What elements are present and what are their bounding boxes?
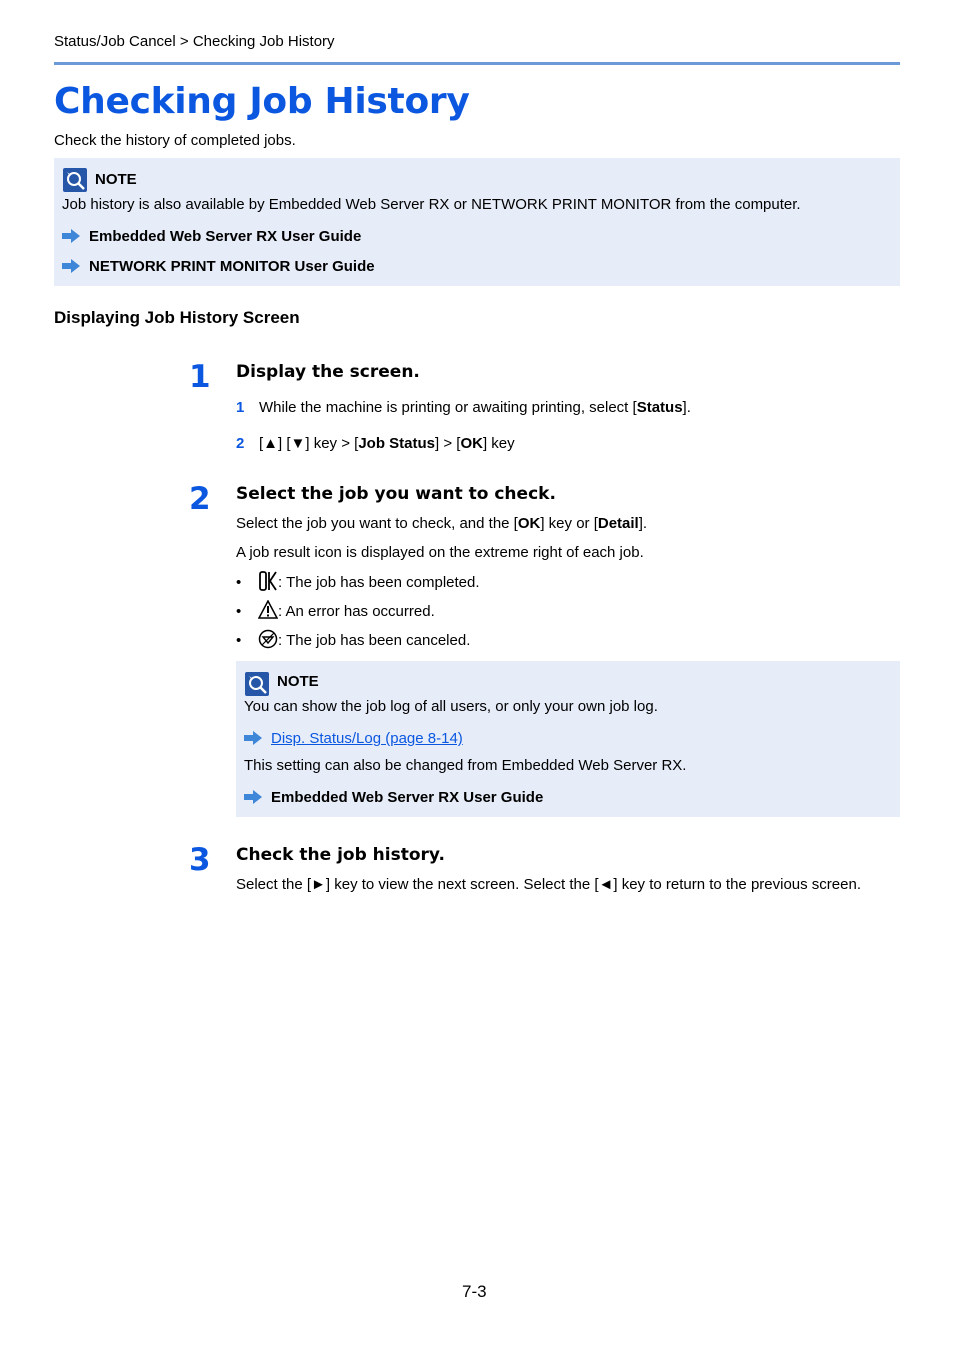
note-text: You can show the job log of all users, or only your own job log. (244, 698, 658, 715)
substep-number: 2 (236, 435, 245, 452)
note-text: This setting can also be changed from Embedded Web Server RX. (244, 757, 687, 774)
reference-link[interactable] (62, 227, 361, 247)
step-number: 2 (189, 481, 211, 517)
step-text: Select the [►] key to view the next screen. Select the [◄] key to return to the previous screen. (236, 876, 861, 893)
list-item: • : An error has occurred. (236, 600, 435, 622)
arrow-right-icon (244, 790, 262, 804)
list-item: • : The job has been completed. (236, 571, 480, 593)
note-icon (245, 672, 269, 696)
note-icon (63, 168, 87, 192)
section-heading: Displaying Job History Screen (54, 308, 300, 327)
substep-text: [▲] [▼] key > [Job Status] > [OK] key (259, 435, 515, 452)
reference-label: Embedded Web Server RX User Guide (89, 228, 362, 245)
header-divider (54, 62, 900, 65)
link-label[interactable]: Disp. Status/Log (page 8-14) (271, 730, 463, 747)
page-title: Checking Job History (54, 81, 470, 122)
list-item: • : The job has been canceled. (236, 629, 470, 651)
note-label: NOTE (277, 673, 319, 690)
note-box (236, 661, 900, 817)
substep-number: 1 (236, 399, 245, 416)
reference-link[interactable] (244, 788, 543, 808)
step-title: Check the job history. (236, 845, 445, 865)
note-label: NOTE (95, 171, 137, 188)
disp-status-log-link[interactable] (244, 729, 463, 749)
substep-text: While the machine is printing or awaiting printing, select [Status]. (259, 399, 691, 416)
step-text: Select the job you want to check, and the [OK] key or [Detail]. (236, 515, 648, 532)
intro-text: Check the history of completed jobs. (54, 132, 296, 149)
step-number: 3 (189, 842, 211, 878)
canceled-icon (258, 629, 278, 649)
ok-icon (258, 571, 278, 591)
reference-label: Embedded Web Server RX User Guide (271, 789, 544, 806)
step-text: A job result icon is displayed on the extreme right of each job. (236, 544, 644, 561)
reference-link[interactable] (62, 257, 375, 277)
arrow-right-icon (62, 229, 80, 243)
note-box (54, 158, 900, 286)
warning-icon (258, 600, 278, 620)
arrow-right-icon (244, 731, 262, 745)
reference-label: NETWORK PRINT MONITOR User Guide (89, 258, 375, 275)
step-title: Display the screen. (236, 362, 420, 382)
step-title: Select the job you want to check. (236, 484, 556, 504)
page-number: 7-3 (462, 1282, 487, 1301)
note-text: Job history is also available by Embedded Web Server RX or NETWORK PRINT MONITOR from the computer. (62, 196, 801, 213)
step-number: 1 (189, 359, 211, 395)
arrow-right-icon (62, 259, 80, 273)
breadcrumb: Status/Job Cancel > Checking Job History (54, 33, 335, 50)
